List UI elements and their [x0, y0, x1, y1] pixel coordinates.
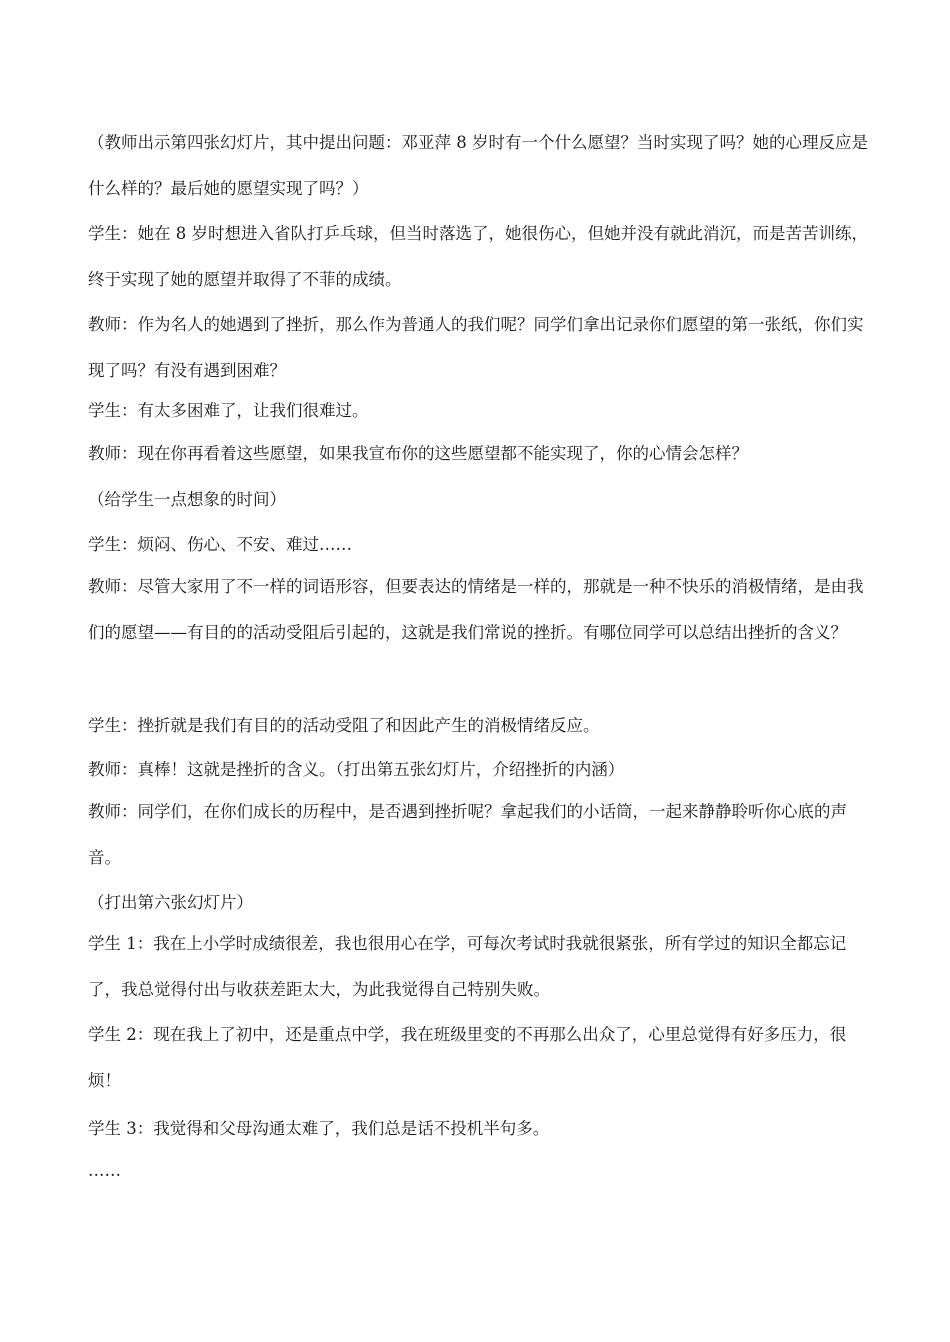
paragraph-student-definition: 学生：挫折就是我们有目的的活动受阻了和因此产生的消极情绪反应。	[88, 716, 600, 735]
paragraph-ellipsis: ……	[88, 1161, 121, 1180]
paragraph-teacher-praise: 教师：真棒！这就是挫折的含义。（打出第五张幻灯片，介绍挫折的内涵）	[88, 760, 625, 779]
paragraph-student-1: 学生 1：我在上小学时成绩很差，我也很用心在学，可每次考试时我就很紧张，所有学过的知识全都忘记了，我总觉得付出与收获差距太大，为此我觉得自己特别失败。	[88, 934, 847, 999]
paragraph-student-answer-3: 学生：烦闷、伤心、不安、难过……	[88, 535, 352, 554]
paragraph-student-answer-1: 学生：她在 8 岁时想进入省队打乒乓球，但当时落选了，她很伤心，但她并没有就此消沉，而是苦苦训练，终于实现了她的愿望并取得了不菲的成绩。	[88, 224, 868, 289]
paragraph-stage-direction-1: （给学生一点想象的时间）	[88, 490, 286, 509]
paragraph-student-2: 学生 2：现在我上了初中，还是重点中学，我在班级里变的不再那么出众了，心里总觉得有好多压力，很烦！	[88, 1025, 847, 1090]
paragraph-teacher-question-3: 教师：同学们，在你们成长的历程中，是否遇到挫折呢？拿起我们的小话筒，一起来静静聆听你心底的声音。	[88, 802, 847, 867]
paragraph-student-answer-2: 学生：有太多困难了，让我们很难过。	[88, 401, 369, 420]
paragraph-student-3: 学生 3：我觉得和父母沟通太难了，我们总是话不投机半句多。	[88, 1119, 550, 1138]
paragraph-stage-direction-2: （打出第六张幻灯片）	[88, 893, 253, 912]
paragraph-teacher-explanation: 教师：尽管大家用了不一样的词语形容，但要表达的情绪是一样的，那就是一种不快乐的消极情绪，是由我们的愿望——有目的的活动受阻后引起的，这就是我们常说的挫折。有哪位同学可以总结出挫折的含义？	[88, 577, 864, 642]
paragraph-teacher-question-2: 教师：现在你再看着这些愿望，如果我宣布你的这些愿望都不能实现了，你的心情会怎样？	[88, 444, 748, 463]
paragraph-teacher-slide-4: （教师出示第四张幻灯片，其中提出问题：邓亚萍 8 岁时有一个什么愿望？当时实现了吗？她的心理反应是什么样的？最后她的愿望实现了吗？）	[88, 133, 868, 198]
paragraph-teacher-question-1: 教师：作为名人的她遇到了挫折，那么作为普通人的我们呢？同学们拿出记录你们愿望的第一张纸，你们实现了吗？有没有遇到困难？	[88, 315, 864, 380]
